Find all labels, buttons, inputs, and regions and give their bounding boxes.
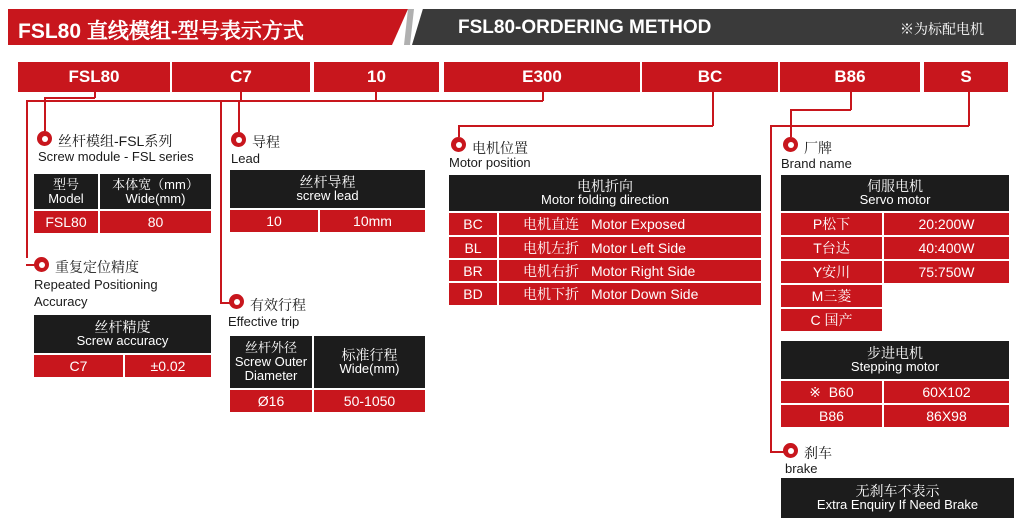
header-cn: 丝杆外径 xyxy=(244,340,297,355)
accuracy-label-en: Repeated Positioning xyxy=(34,277,158,292)
connector-line xyxy=(26,100,241,102)
connector-line xyxy=(26,100,28,258)
table-cell: FSL80 xyxy=(34,211,98,233)
connector-line xyxy=(770,125,772,451)
accuracy-label: 重复定位精度 xyxy=(55,259,139,275)
bullet-icon xyxy=(37,131,52,146)
table-cell xyxy=(499,283,761,305)
cell-en: Motor Left Side xyxy=(591,239,686,256)
connector-line xyxy=(44,97,95,99)
brand-label-en: Brand name xyxy=(781,156,852,171)
header-cn: 电机折向 xyxy=(577,178,633,194)
page-title: FSL80 直线模组-型号表示方式 xyxy=(18,20,304,43)
code-brand: B86 xyxy=(780,62,920,92)
connector-line xyxy=(770,125,969,127)
cell-cn: 电机左折 xyxy=(523,239,579,256)
trip-label: 有效行程 xyxy=(250,297,306,313)
page-title-en: FSL80-ORDERING METHOD xyxy=(458,17,712,38)
connector-line xyxy=(220,100,222,302)
table-cell: 80 xyxy=(100,211,211,233)
connector-line xyxy=(790,109,792,137)
table-cell: 86X98 xyxy=(884,405,1009,427)
header-cn: 丝杆导程 xyxy=(299,174,356,190)
code-trip: E300 xyxy=(444,62,640,92)
connector-line xyxy=(790,109,851,111)
table-cell: 10mm xyxy=(320,210,425,232)
table-header-accuracy xyxy=(34,315,211,353)
connector-line xyxy=(968,92,970,126)
screw-module-label: 丝杆模组-FSL系列 xyxy=(58,133,173,149)
table-cell: C 国产 xyxy=(781,309,882,331)
cell-en: Motor Exposed xyxy=(591,216,686,232)
screw-module-label-en: Screw module - FSL series xyxy=(38,149,194,164)
code-lead: 10 xyxy=(314,62,439,92)
table-cell: Ø16 xyxy=(230,390,312,412)
table-header-motor-direction xyxy=(449,175,761,211)
connector-line xyxy=(238,100,376,102)
connector-line xyxy=(220,100,238,102)
bullet-icon xyxy=(231,132,246,147)
table-cell xyxy=(499,237,761,258)
accuracy-label-en2: Accuracy xyxy=(34,294,88,309)
table-cell: 50-1050 xyxy=(314,390,425,412)
cell-en: Motor Down Side xyxy=(591,286,699,302)
table-cell: Y安川 xyxy=(781,261,882,283)
table-header-diameter xyxy=(230,336,312,388)
brake-label: 刹车 xyxy=(804,445,832,461)
header-cn: 型号 xyxy=(52,176,79,192)
table-cell: ±0.02 xyxy=(125,355,211,377)
table-cell xyxy=(499,213,761,235)
table-header-stepper xyxy=(781,341,1009,379)
header-en: Model xyxy=(48,190,84,206)
header-en: Wide(mm) xyxy=(125,190,186,206)
header-en: Stepping motor xyxy=(850,359,940,374)
header-en: Extra Enquiry If Need Brake xyxy=(816,497,979,512)
cell-cn: 电机下折 xyxy=(523,286,579,302)
table-header-brake xyxy=(781,478,1014,518)
header-cn: 标准行程 xyxy=(341,347,398,363)
connector-line xyxy=(238,100,240,132)
brand-label: 厂牌 xyxy=(804,140,832,156)
table-header-stroke xyxy=(314,336,425,388)
connector-line xyxy=(850,92,852,110)
table-cell: B86 xyxy=(781,405,882,427)
connector-line xyxy=(375,100,543,102)
lead-label-en: Lead xyxy=(231,151,260,166)
header-en: screw lead xyxy=(296,188,359,203)
cell-en: Motor Right Side xyxy=(591,262,696,279)
connector-line xyxy=(44,97,46,131)
header-en: Diameter xyxy=(244,368,298,383)
header-en: Motor folding direction xyxy=(541,192,669,207)
table-cell: 10 xyxy=(230,210,318,232)
code-brake: S xyxy=(924,62,1008,92)
bullet-icon xyxy=(229,294,244,309)
header-en: Screw accuracy xyxy=(76,333,169,348)
connector-line xyxy=(458,125,713,127)
table-cell: T台达 xyxy=(781,237,882,259)
bullet-icon xyxy=(783,137,798,152)
trip-label-en: Effective trip xyxy=(228,314,300,329)
table-cell: BR xyxy=(449,260,497,281)
table-cell: 60X102 xyxy=(884,381,1009,403)
table-cell: P松下 xyxy=(781,213,882,235)
bullet-icon xyxy=(783,443,798,458)
table-cell: ※ B60 xyxy=(781,381,882,403)
table-cell: M三菱 xyxy=(781,285,882,307)
table-cell: 75:750W xyxy=(884,261,1009,283)
header-note: ※为标配电机 xyxy=(900,21,984,37)
header-en: Servo motor xyxy=(859,192,931,207)
header-cn: 丝杆精度 xyxy=(94,319,151,335)
cell-cn: 电机右折 xyxy=(523,262,579,279)
table-header-servo xyxy=(781,175,1009,211)
table-cell: BC xyxy=(449,213,497,235)
code-motor-position: BC xyxy=(642,62,778,92)
header-en: Wide(mm) xyxy=(339,361,400,376)
header-cn: 步进电机 xyxy=(867,345,923,361)
table-header-lead xyxy=(230,170,425,208)
lead-label: 导程 xyxy=(252,134,280,150)
table-header-width xyxy=(100,174,211,209)
connector-line xyxy=(770,451,784,453)
header-cn: 本体宽（mm） xyxy=(112,176,199,192)
table-cell: 20:200W xyxy=(884,213,1009,235)
table-cell: BL xyxy=(449,237,497,258)
motor-position-label-en: Motor position xyxy=(449,155,531,170)
table-cell xyxy=(499,260,761,281)
code-series: FSL80 xyxy=(18,62,170,92)
cell-cn: 电机直连 xyxy=(523,216,579,232)
code-accuracy: C7 xyxy=(172,62,310,92)
bullet-icon xyxy=(451,137,466,152)
brake-label-en: brake xyxy=(785,461,818,476)
header-cn: 无刹车不表示 xyxy=(855,483,940,499)
motor-position-label: 电机位置 xyxy=(472,140,528,156)
table-cell: BD xyxy=(449,283,497,305)
table-header-model xyxy=(34,174,98,209)
header-en: Screw Outer xyxy=(234,354,308,369)
table-cell: C7 xyxy=(34,355,123,377)
connector-line xyxy=(458,125,460,137)
bullet-icon xyxy=(34,257,49,272)
connector-line xyxy=(712,92,714,126)
table-cell: 40:400W xyxy=(884,237,1009,259)
header-cn: 伺服电机 xyxy=(867,178,923,194)
